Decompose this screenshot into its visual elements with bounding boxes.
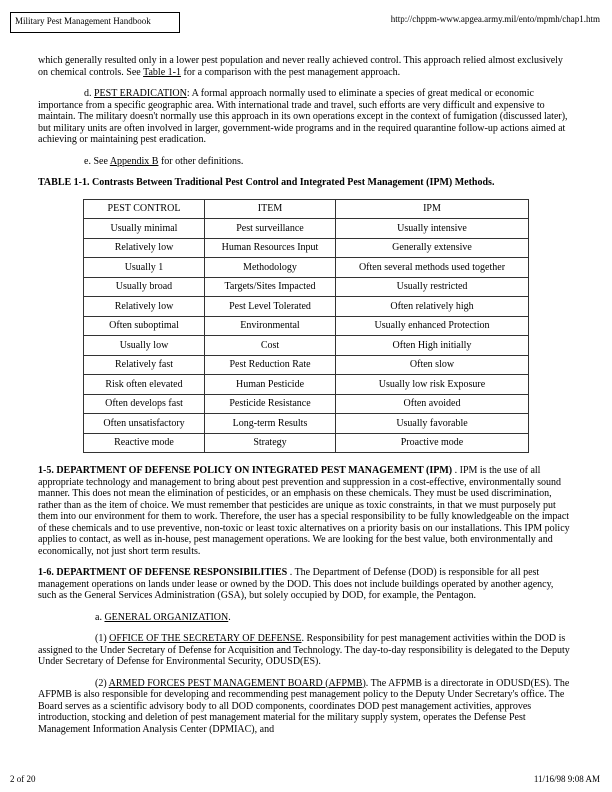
table-cell: Often develops fast	[84, 394, 205, 414]
table-row	[84, 355, 529, 375]
table-cell: Relatively low	[84, 297, 205, 317]
table-cell: Pesticide Resistance	[205, 394, 336, 414]
section-1-6	[38, 567, 574, 602]
table-cell: Strategy	[205, 433, 336, 453]
paragraph-d-prefix: d.	[84, 88, 94, 99]
table-row	[84, 375, 529, 395]
col-header-item: ITEM	[205, 199, 336, 219]
table-cell: Proactive mode	[336, 433, 529, 453]
table-cell: Long-term Results	[205, 414, 336, 434]
print-header	[10, 12, 600, 33]
afpmb-heading: ARMED FORCES PEST MANAGEMENT BOARD (AFPMB)	[108, 677, 366, 689]
section-1-6-heading: 1-6. DEPARTMENT OF DEFENSE RESPONSIBILITIES	[38, 567, 288, 578]
table-title: TABLE 1-1. Contrasts Between Traditional Pest Control and Integrated Pest Management (IPM) Methods.	[38, 177, 495, 188]
table-row	[84, 336, 529, 356]
paragraph-1-text: . Responsibility for pest management activities within the DOD is assigned to the Under Secretary of Defense for Acquisition and Technology. The day-to-day responsibility is delegated to the Deputy Under Secretary of Defense for Environmental Security, ODUSD(ES).	[38, 633, 570, 667]
paragraph-1	[38, 633, 574, 668]
table-row	[84, 219, 529, 239]
paragraph-a-text: .	[228, 611, 231, 623]
paragraph-a	[38, 612, 574, 624]
table-row	[84, 433, 529, 453]
section-1-5-body: . IPM is the use of all appropriate technology and management to bring about pest prevention and suppression in a cost-effective, environmentally sound manner. This does not mean the elimination of pesticides, or an emphasis on these chemicals. They must be used discrimination, rather than as the item of choice. We must remember that pesticides are unique as toxic constraints, in that we must purposely put them into our environment for them to work. Therefore, the user has a special responsibility to be fully knowledgeable on the impact of these chemicals and to use preventive, non-toxic or least toxic alternatives on a priority basis on our installations. This IPM policy applies to contact, as well as in-house, pest management operations. We are looking for the best value, both environmentally and economically, not just short term results.	[38, 465, 570, 557]
page-number: 2 of 20	[10, 774, 36, 784]
table-row	[84, 258, 529, 278]
intro-text-1: which generally resulted only in a lower pest population and never really achieved control. This approach relied almost exclusively on chemical controls. See	[38, 55, 563, 78]
print-timestamp: 11/16/98 9:08 AM	[533, 774, 600, 784]
paragraph-d	[38, 88, 574, 146]
table-cell: Often avoided	[336, 394, 529, 414]
table-cell: Often High initially	[336, 336, 529, 356]
table-cell: Pest Level Tolerated	[205, 297, 336, 317]
table-row	[84, 316, 529, 336]
comparison-table-body	[84, 219, 529, 453]
paragraph-2-prefix: (2)	[95, 677, 109, 689]
pest-eradication-heading: PEST ERADICATION	[94, 88, 187, 99]
col-header-ipm: IPM	[336, 199, 529, 219]
table-cell: Reactive mode	[84, 433, 205, 453]
table-cell: Generally extensive	[336, 238, 529, 258]
table-cell: Usually enhanced Protection	[336, 316, 529, 336]
table-cell: Usually 1	[84, 258, 205, 278]
table-header-row	[84, 199, 529, 219]
paragraph-2-text: . The AFPMB is a directorate in ODUSD(ES). The AFPMB is also responsible for developing and recommending pest management policy to the Deputy Under Secretary's office. The Board serves as a scientific advisory body to all DOD components, coordinates DOD pest management activities, approves introduction, stocking and deletion of pest management material for the military supply system, operates the Defense Pest Management Information Analysis Center (DPMIAC), and	[38, 677, 570, 735]
table-cell: Methodology	[205, 258, 336, 278]
table-1-1-link[interactable]: Table 1-1	[143, 66, 181, 78]
paragraph-2	[38, 678, 574, 736]
table-cell: Often suboptimal	[84, 316, 205, 336]
col-header-pest-control: PEST CONTROL	[84, 199, 205, 219]
table-row	[84, 297, 529, 317]
table-cell: Targets/Sites Impacted	[205, 277, 336, 297]
table-cell: Relatively fast	[84, 355, 205, 375]
table-cell: Cost	[205, 336, 336, 356]
general-organization-heading: GENERAL ORGANIZATION	[104, 611, 229, 623]
table-row	[84, 277, 529, 297]
comparison-table-head	[84, 199, 529, 219]
appendix-b-link[interactable]: Appendix B	[109, 155, 159, 167]
office-secretary-defense-heading: OFFICE OF THE SECRETARY OF DEFENSE	[109, 633, 302, 644]
table-cell: Human Pesticide	[205, 375, 336, 395]
table-cell: Relatively low	[84, 238, 205, 258]
comparison-table	[83, 199, 529, 454]
paragraph-e	[38, 156, 574, 168]
table-cell: Pest surveillance	[205, 219, 336, 239]
section-1-6-body: . The Department of Defense (DOD) is responsible for all pest management operations on lands under lease or owned by the DOD. This does not include buildings operated by another agency, such as the General Services Administration (GSA), but solely occupied by DOD, for example, the Pentagon.	[38, 567, 554, 601]
table-cell: Often relatively high	[336, 297, 529, 317]
table-cell: Usually minimal	[84, 219, 205, 239]
table-cell: Environmental	[205, 316, 336, 336]
document-title: Military Pest Management Handbook	[15, 16, 151, 26]
table-cell: Often several methods used together	[336, 258, 529, 278]
table-row	[84, 238, 529, 258]
intro-text-2: for a comparison with the pest management approach.	[180, 66, 401, 78]
table-cell: Often slow	[336, 355, 529, 375]
section-1-5-heading: 1-5. DEPARTMENT OF DEFENSE POLICY ON INTEGRATED PEST MANAGEMENT (IPM)	[38, 465, 453, 476]
table-row	[84, 414, 529, 434]
table-cell: Usually low	[84, 336, 205, 356]
document-title-box	[10, 12, 180, 33]
table-cell: Usually low risk Exposure	[336, 375, 529, 395]
table-cell: Pest Reduction Rate	[205, 355, 336, 375]
table-row	[84, 394, 529, 414]
table-cell: Usually favorable	[336, 414, 529, 434]
paragraph-1-prefix: (1)	[95, 633, 110, 644]
table-cell: Often unsatisfactory	[84, 414, 205, 434]
section-1-5	[38, 465, 574, 557]
paragraph-e-text-1: e. See	[84, 155, 110, 167]
table-cell: Usually intensive	[336, 219, 529, 239]
document-url: http://chppm-www.apgea.army.mil/ento/mpmh/chap1.htm	[390, 14, 600, 24]
paragraph-a-prefix: a.	[95, 611, 105, 623]
table-cell: Human Resources Input	[205, 238, 336, 258]
paragraph-d-text: : A formal approach normally used to eliminate a species of great medical or economic importance from a specific geographic area. With international trade and travel, such efforts are very difficult and expensive to maintain. The military doesn't normally use this approach in its own operations except in the context of fumigation (discussed later), but military units are often involved in larger, government-wide programs and in the required quarantine follow-up actions aimed at achieving or maintaining pest eradication.	[38, 88, 568, 145]
print-footer	[10, 774, 600, 784]
paragraph-e-text-2: for other definitions.	[158, 155, 244, 167]
table-cell: Usually restricted	[336, 277, 529, 297]
paragraph-intro	[38, 55, 574, 78]
table-cell: Usually broad	[84, 277, 205, 297]
table-cell: Risk often elevated	[84, 375, 205, 395]
